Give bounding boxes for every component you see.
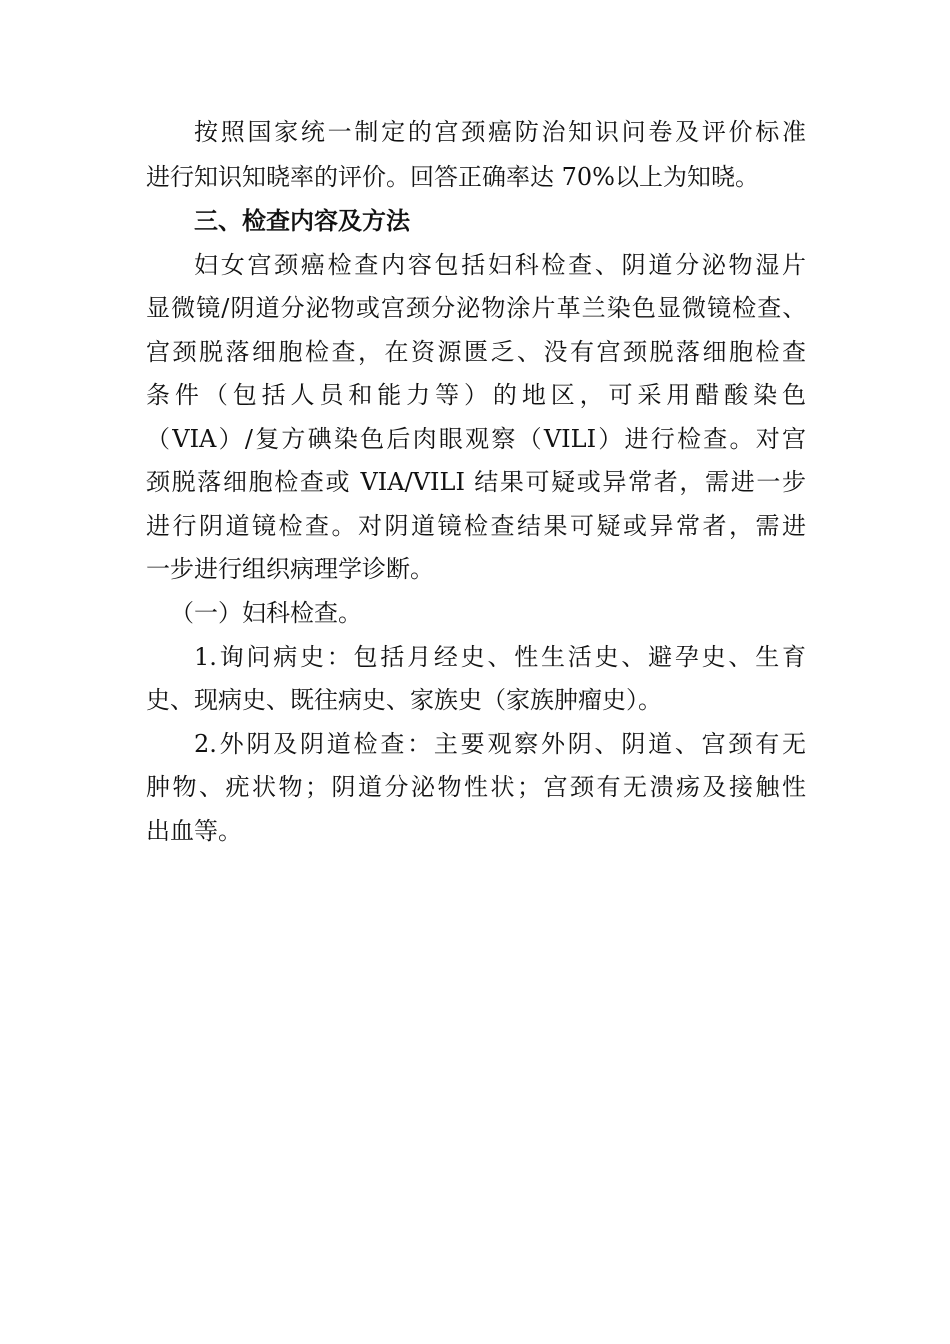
paragraph-line: 进行阴道镜检查。对阴道镜检查结果可疑或异常者，需进 <box>146 512 806 540</box>
paragraph-line: 宫颈脱落细胞检查，在资源匮乏、没有宫颈脱落细胞检查 <box>146 338 806 366</box>
paragraph-line: 显微镜/阴道分泌物或宫颈分泌物涂片革兰染色显微镜检查、 <box>146 294 806 322</box>
list-item-line: 肿物、疣状物；阴道分泌物性状；宫颈有无溃疡及接触性 <box>146 773 806 801</box>
paragraph-line: 按照国家统一制定的宫颈癌防治知识问卷及评价标准 <box>194 118 806 146</box>
paragraph-line: 一步进行组织病理学诊断。 <box>146 555 434 583</box>
list-item-line: 出血等。 <box>146 817 242 845</box>
section-heading: 三、检查内容及方法 <box>194 207 410 235</box>
subsection-heading: （一）妇科检查。 <box>170 599 362 627</box>
paragraph-line: 妇女宫颈癌检查内容包括妇科检查、阴道分泌物湿片 <box>194 251 806 279</box>
paragraph-line: 进行知识知晓率的评价。回答正确率达 70%以上为知晓。 <box>146 163 759 191</box>
paragraph-line: 颈脱落细胞检查或 VIA/VILI 结果可疑或异常者，需进一步 <box>146 468 806 496</box>
list-item-line: 2.外阴及阴道检查：主要观察外阴、阴道、宫颈有无 <box>194 730 806 758</box>
paragraph-line: 条件（包括人员和能力等）的地区，可采用醋酸染色 <box>146 381 806 409</box>
list-item-line: 1.询问病史：包括月经史、性生活史、避孕史、生育 <box>194 643 806 671</box>
list-item-line: 史、现病史、既往病史、家族史（家族肿瘤史）。 <box>146 686 662 714</box>
paragraph-line: （VIA）/复方碘染色后肉眼观察（VILI）进行检查。对宫 <box>146 425 806 453</box>
